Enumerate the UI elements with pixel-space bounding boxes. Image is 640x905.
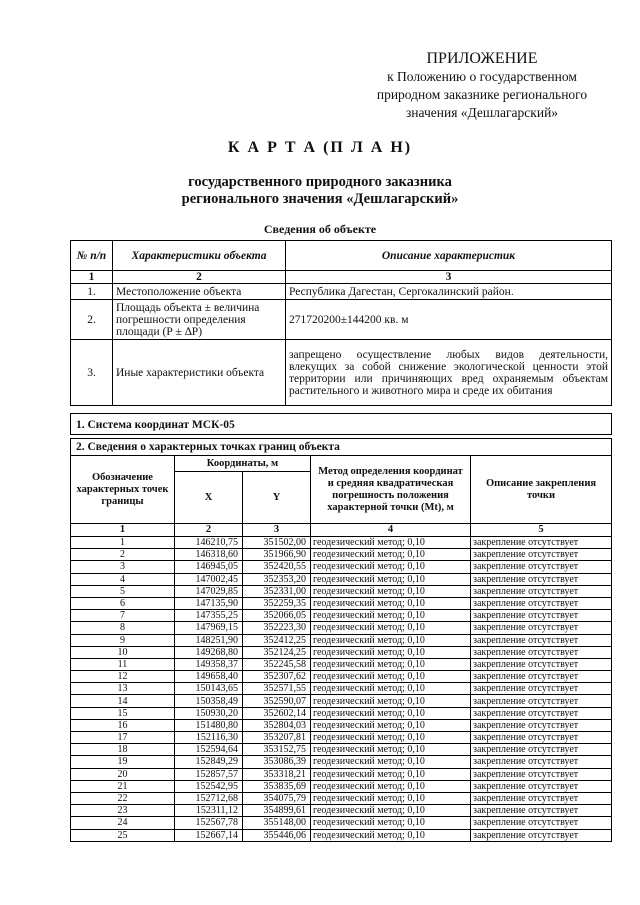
table-row (71, 805, 612, 817)
fixing-description: закрепление отсутствует (471, 817, 612, 829)
point-number: 23 (71, 805, 175, 817)
point-number: 9 (71, 634, 175, 646)
header-y: Y (243, 472, 311, 524)
point-number: 25 (71, 829, 175, 841)
point-number: 4 (71, 573, 175, 585)
coord-x: 146945,05 (175, 561, 243, 573)
table-row (71, 768, 612, 780)
object-info-table (70, 240, 612, 406)
table-row (71, 732, 612, 744)
row-value: Республика Дагестан, Сергокалинский район. (286, 284, 612, 300)
coord-x: 152712,68 (175, 792, 243, 804)
coord-y: 353835,69 (243, 780, 311, 792)
method-accuracy: геодезический метод; 0,10 (311, 780, 471, 792)
coord-y: 352590,07 (243, 695, 311, 707)
fixing-description: закрепление отсутствует (471, 622, 612, 634)
column-number: 3 (243, 524, 311, 537)
fixing-description: закрепление отсутствует (471, 610, 612, 622)
row-number: 3. (71, 340, 113, 406)
fixing-description: закрепление отсутствует (471, 683, 612, 695)
coord-x: 147355,25 (175, 610, 243, 622)
coord-x: 147135,90 (175, 597, 243, 609)
table-row (71, 573, 612, 585)
method-accuracy: геодезический метод; 0,10 (311, 610, 471, 622)
column-number: 4 (311, 524, 471, 537)
section-title: Сведения об объекте (263, 222, 377, 236)
method-accuracy: геодезический метод; 0,10 (311, 719, 471, 731)
fixing-description: закрепление отсутствует (471, 792, 612, 804)
point-number: 21 (71, 780, 175, 792)
coord-x: 152311,12 (175, 805, 243, 817)
point-number: 2 (71, 549, 175, 561)
coord-x: 152116,30 (175, 732, 243, 744)
point-number: 18 (71, 744, 175, 756)
fixing-description: закрепление отсутствует (471, 719, 612, 731)
coord-y: 355446,06 (243, 829, 311, 841)
column-number: 1 (71, 524, 175, 537)
method-accuracy: геодезический метод; 0,10 (311, 695, 471, 707)
method-accuracy: геодезический метод; 0,10 (311, 634, 471, 646)
coord-y: 351966,90 (243, 549, 311, 561)
coord-y: 352259,35 (243, 597, 311, 609)
subtitle-line: государственного природного заказника (188, 174, 452, 190)
subtitle-line: регионального значения «Дешлагарский» (181, 191, 459, 207)
coord-y: 352307,62 (243, 671, 311, 683)
header-method-text: Метод определения координат и средняя квадратическая погрешность положения характерной точки (Mt), м (318, 465, 463, 513)
method-accuracy: геодезический метод; 0,10 (311, 597, 471, 609)
column-number: 2 (113, 271, 286, 284)
method-accuracy: геодезический метод; 0,10 (311, 549, 471, 561)
method-accuracy: геодезический метод; 0,10 (311, 792, 471, 804)
coord-y: 353086,39 (243, 756, 311, 768)
table-row (71, 744, 612, 756)
point-number: 16 (71, 719, 175, 731)
table-row (71, 707, 612, 719)
coord-y: 352245,58 (243, 658, 311, 670)
table-row (71, 610, 612, 622)
coord-x: 149358,37 (175, 658, 243, 670)
document-title: К А Р Т А (П Л А Н) (227, 139, 413, 156)
method-accuracy: геодезический метод; 0,10 (311, 829, 471, 841)
point-number: 17 (71, 732, 175, 744)
table-row (71, 719, 612, 731)
coord-y: 352223,30 (243, 622, 311, 634)
table-row (71, 780, 612, 792)
point-number: 5 (71, 585, 175, 597)
header-method (311, 456, 471, 524)
fixing-description: закрепление отсутствует (471, 805, 612, 817)
method-accuracy: геодезический метод; 0,10 (311, 585, 471, 597)
coordinate-system-heading: 1. Система координат МСК-05 (70, 413, 612, 435)
fixing-description: закрепление отсутствует (471, 744, 612, 756)
coord-x: 151480,80 (175, 719, 243, 731)
point-number: 1 (71, 537, 175, 549)
fixing-description: закрепление отсутствует (471, 573, 612, 585)
method-accuracy: геодезический метод; 0,10 (311, 744, 471, 756)
row-value: запрещено осуществление любых видов деятельности, влекущих за собой снижение экологической ценности этой территории или причиняющих вред охраняемым объектам растительного и животного мира и среде их обитания (286, 340, 612, 406)
point-number: 10 (71, 646, 175, 658)
table-row (71, 622, 612, 634)
fixing-description: закрепление отсутствует (471, 634, 612, 646)
row-characteristic: Площадь объекта ± величина погрешности определения площади (Р ± ∆Р) (113, 300, 286, 340)
coord-y: 352331,00 (243, 585, 311, 597)
point-number: 22 (71, 792, 175, 804)
fixing-description: закрепление отсутствует (471, 549, 612, 561)
point-number: 24 (71, 817, 175, 829)
table-row (71, 634, 612, 646)
coord-x: 149658,40 (175, 671, 243, 683)
coord-y: 352602,14 (243, 707, 311, 719)
method-accuracy: геодезический метод; 0,10 (311, 573, 471, 585)
fixing-description: закрепление отсутствует (471, 695, 612, 707)
table-row (71, 549, 612, 561)
point-number: 7 (71, 610, 175, 622)
coord-y: 353152,75 (243, 744, 311, 756)
method-accuracy: геодезический метод; 0,10 (311, 537, 471, 549)
column-number: 1 (71, 271, 113, 284)
table-row (71, 585, 612, 597)
method-accuracy: геодезический метод; 0,10 (311, 622, 471, 634)
coord-y: 353207,81 (243, 732, 311, 744)
coord-y: 352420,55 (243, 561, 311, 573)
coord-x: 149268,80 (175, 646, 243, 658)
appendix-line: значения «Дешлагарский» (405, 105, 559, 120)
row-characteristic: Иные характеристики объекта (113, 340, 286, 406)
coord-x: 148251,90 (175, 634, 243, 646)
appendix-line: природном заказнике регионального (376, 87, 588, 102)
header-number: № п/п (71, 241, 113, 271)
table-row (71, 658, 612, 670)
method-accuracy: геодезический метод; 0,10 (311, 658, 471, 670)
row-number: 2. (71, 300, 113, 340)
fixing-description: закрепление отсутствует (471, 756, 612, 768)
coord-y: 351502,00 (243, 537, 311, 549)
header-coordinates: Координаты, м (175, 456, 311, 472)
point-number: 15 (71, 707, 175, 719)
row-characteristic: Местоположение объекта (113, 284, 286, 300)
fixing-description: закрепление отсутствует (471, 537, 612, 549)
boundary-points-table (70, 455, 612, 842)
appendix-title: ПРИЛОЖЕНИЕ (426, 50, 538, 67)
column-number: 2 (175, 524, 243, 537)
method-accuracy: геодезический метод; 0,10 (311, 561, 471, 573)
table-row (71, 671, 612, 683)
point-number: 19 (71, 756, 175, 768)
fixing-description: закрепление отсутствует (471, 585, 612, 597)
table-row (71, 756, 612, 768)
row-number: 1. (71, 284, 113, 300)
coord-x: 146210,75 (175, 537, 243, 549)
fixing-description: закрепление отсутствует (471, 646, 612, 658)
appendix-block (362, 50, 602, 122)
table-row (71, 792, 612, 804)
coord-y: 352804,03 (243, 719, 311, 731)
point-number: 6 (71, 597, 175, 609)
method-accuracy: геодезический метод; 0,10 (311, 732, 471, 744)
point-number: 3 (71, 561, 175, 573)
coord-y: 352124,25 (243, 646, 311, 658)
coord-x: 152667,14 (175, 829, 243, 841)
table-row (71, 829, 612, 841)
header-point: Обозначение характерных точек границы (71, 456, 175, 524)
point-number: 8 (71, 622, 175, 634)
table-row (71, 597, 612, 609)
point-number: 11 (71, 658, 175, 670)
coord-x: 150143,65 (175, 683, 243, 695)
table-row (71, 695, 612, 707)
header-fixing: Описание закрепления точки (471, 456, 612, 524)
coord-x: 152849,29 (175, 756, 243, 768)
method-accuracy: геодезический метод; 0,10 (311, 756, 471, 768)
boundary-points-body (71, 537, 612, 842)
document-subtitle (0, 174, 640, 208)
point-number: 13 (71, 683, 175, 695)
header-x: X (175, 472, 243, 524)
appendix-line: к Положению о государственном (387, 69, 577, 84)
coord-y: 352066,05 (243, 610, 311, 622)
point-number: 12 (71, 671, 175, 683)
fixing-description: закрепление отсутствует (471, 829, 612, 841)
method-accuracy: геодезический метод; 0,10 (311, 671, 471, 683)
coord-x: 150930,20 (175, 707, 243, 719)
fixing-description: закрепление отсутствует (471, 780, 612, 792)
coord-x: 152594,64 (175, 744, 243, 756)
point-number: 20 (71, 768, 175, 780)
coord-x: 146318,60 (175, 549, 243, 561)
coord-x: 147029,85 (175, 585, 243, 597)
method-accuracy: геодезический метод; 0,10 (311, 805, 471, 817)
fixing-description: закрепление отсутствует (471, 671, 612, 683)
fixing-description: закрепление отсутствует (471, 732, 612, 744)
coord-y: 353318,21 (243, 768, 311, 780)
coord-y: 352353,20 (243, 573, 311, 585)
table-row (71, 537, 612, 549)
method-accuracy: геодезический метод; 0,10 (311, 768, 471, 780)
method-accuracy: геодезический метод; 0,10 (311, 683, 471, 695)
coord-y: 355148,00 (243, 817, 311, 829)
coord-y: 354075,79 (243, 792, 311, 804)
fixing-description: закрепление отсутствует (471, 561, 612, 573)
column-number: 5 (471, 524, 612, 537)
header-characteristic: Характеристики объекта (113, 241, 286, 271)
method-accuracy: геодезический метод; 0,10 (311, 646, 471, 658)
coord-x: 147002,45 (175, 573, 243, 585)
point-number: 14 (71, 695, 175, 707)
fixing-description: закрепление отсутствует (471, 658, 612, 670)
fixing-description: закрепление отсутствует (471, 707, 612, 719)
coord-x: 152567,78 (175, 817, 243, 829)
coord-y: 352412,25 (243, 634, 311, 646)
coord-y: 354899,61 (243, 805, 311, 817)
coord-x: 152542,95 (175, 780, 243, 792)
table-row (71, 561, 612, 573)
fixing-description: закрепление отсутствует (471, 597, 612, 609)
column-number: 3 (286, 271, 612, 284)
table-row (71, 683, 612, 695)
coord-x: 147969,15 (175, 622, 243, 634)
table-row (71, 646, 612, 658)
method-accuracy: геодезический метод; 0,10 (311, 817, 471, 829)
header-description: Описание характеристик (286, 241, 612, 271)
coord-y: 352571,55 (243, 683, 311, 695)
fixing-description: закрепление отсутствует (471, 768, 612, 780)
coord-x: 150358,49 (175, 695, 243, 707)
method-accuracy: геодезический метод; 0,10 (311, 707, 471, 719)
boundary-points-heading: 2. Сведения о характерных точках границ объекта (70, 438, 612, 456)
table-row (71, 817, 612, 829)
row-value: 271720200±144200 кв. м (286, 300, 612, 340)
coord-x: 152857,57 (175, 768, 243, 780)
